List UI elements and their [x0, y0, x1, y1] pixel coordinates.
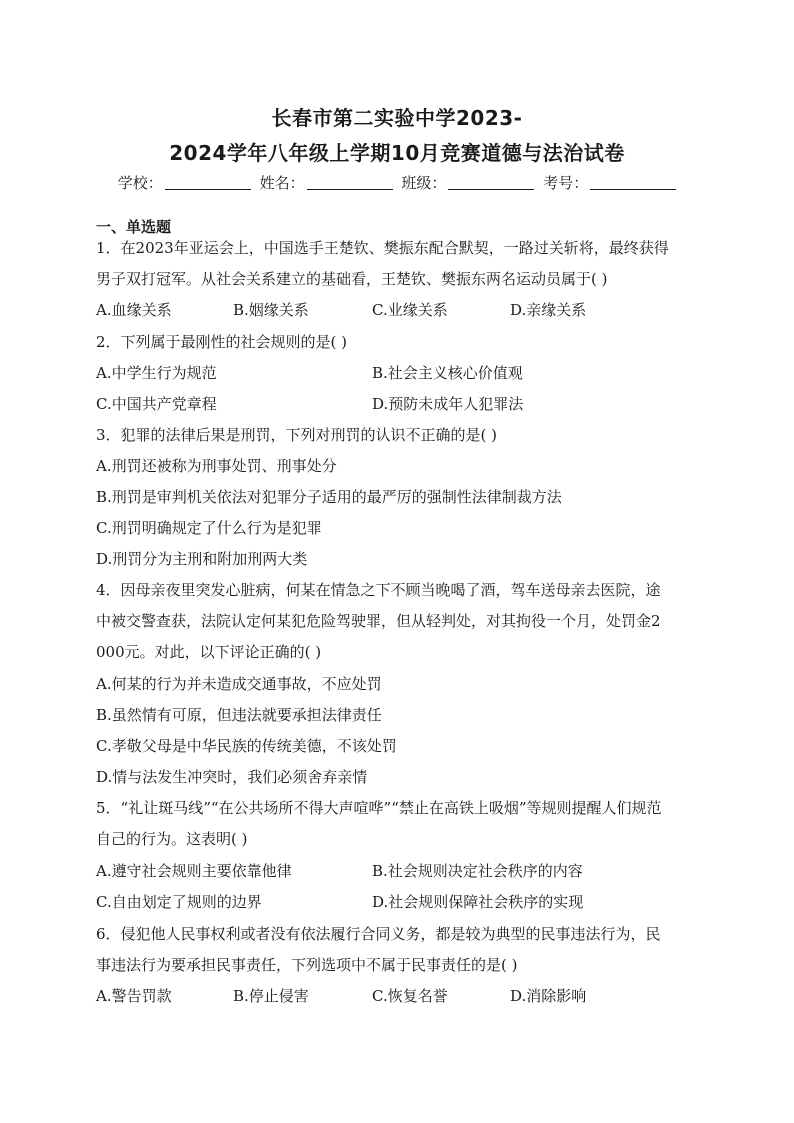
question-5-option-a[interactable]: A.遵守社会规则主要依靠他律	[96, 862, 292, 880]
school-label: 学校：	[117, 174, 163, 192]
question-4-line-3: 000元。对此，以下评论正确的( )	[96, 643, 322, 661]
class-blank[interactable]	[448, 189, 534, 190]
page-title-line-2: 2024学年八年级上学期10月竞赛道德与法治试卷	[169, 141, 625, 165]
name-blank[interactable]	[307, 189, 393, 190]
question-4-option-a[interactable]: A.何某的行为并未造成交通事故，不应处罚	[96, 675, 382, 693]
question-1-option-a[interactable]: A.血缘关系	[96, 301, 172, 319]
question-4-line-1: 4．因母亲夜里突发心脏病，何某在情急之下不顾当晚喝了酒，驾车送母亲去医院，途	[96, 581, 661, 599]
question-1-option-b[interactable]: B.姻缘关系	[233, 301, 309, 319]
school-field	[118, 172, 251, 193]
question-3-option-d[interactable]: D.刑罚分为主刑和附加刑两大类	[96, 550, 308, 568]
question-4-option-d[interactable]: D.情与法发生冲突时，我们必须舍弃亲情	[96, 768, 368, 786]
question-2-option-d[interactable]: D.预防未成年人犯罪法	[372, 395, 524, 413]
question-3-option-a[interactable]: A.刑罚还被称为刑事处罚、刑事处分	[96, 457, 337, 475]
question-1-option-c[interactable]: C.业缘关系	[372, 301, 448, 319]
question-6-line-1: 6．侵犯他人民事权利或者没有依法履行合同义务，都是较为典型的民事违法行为，民	[96, 925, 661, 943]
question-5-line-2: 自己的行为。这表明( )	[96, 830, 248, 848]
name-label: 姓名：	[259, 174, 305, 192]
question-4-option-b[interactable]: B.虽然情有可原，但违法就要承担法律责任	[96, 706, 382, 724]
question-6-option-b[interactable]: B.停止侵害	[233, 987, 309, 1005]
page-title-line-1: 长春市第二实验中学2023-	[271, 106, 523, 130]
question-3-line-1: 3．犯罪的法律后果是刑罚，下列对刑罚的认识不正确的是( )	[96, 426, 498, 444]
question-6-option-d[interactable]: D.消除影响	[510, 987, 587, 1005]
question-6-option-c[interactable]: C.恢复名誉	[372, 987, 448, 1005]
question-2-option-c[interactable]: C.中国共产党章程	[96, 395, 217, 413]
name-field	[260, 172, 393, 193]
section-heading: 一、单选题	[96, 218, 172, 236]
question-1-line-2: 男子双打冠军。从社会关系建立的基础看，王楚钦、樊振东两名运动员属于( )	[96, 270, 608, 288]
class-field	[401, 172, 534, 193]
question-5-option-c[interactable]: C.自由划定了规则的边界	[96, 893, 262, 911]
question-6-line-2: 事违法行为要承担民事责任，下列选项中不属于民事责任的是( )	[96, 956, 518, 974]
question-5-option-d[interactable]: D.社会规则保障社会秩序的实现	[372, 893, 584, 911]
question-4-option-c[interactable]: C.孝敬父母是中华民族的传统美德，不该处罚	[96, 737, 397, 755]
question-1-option-d[interactable]: D.亲缘关系	[510, 301, 587, 319]
exam-number-blank[interactable]	[590, 189, 676, 190]
student-info-row	[0, 172, 794, 193]
question-3-option-c[interactable]: C.刑罚明确规定了什么行为是犯罪	[96, 519, 322, 537]
exam-number-label: 考号：	[543, 174, 589, 192]
question-4-line-2: 中被交警查获，法院认定何某犯危险驾驶罪，但从轻判处，对其拘役一个月，处罚金2	[96, 612, 661, 630]
question-5-line-1: 5．“礼让斑马线”“在公共场所不得大声喧哗”“禁止在高铁上吸烟”等规则提醒人们规范	[96, 799, 662, 817]
class-label: 班级：	[401, 174, 447, 192]
question-2-line-1: 2．下列属于最刚性的社会规则的是( )	[96, 333, 348, 351]
question-3-option-b[interactable]: B.刑罚是审判机关依法对犯罪分子适用的最严厉的强制性法律制裁方法	[96, 488, 562, 506]
question-2-option-b[interactable]: B.社会主义核心价值观	[372, 364, 523, 382]
question-2-option-a[interactable]: A.中学生行为规范	[96, 364, 217, 382]
school-blank[interactable]	[165, 189, 251, 190]
question-5-option-b[interactable]: B.社会规则决定社会秩序的内容	[372, 862, 583, 880]
question-1-line-1: 1．在2023年亚运会上，中国选手王楚钦、樊振东配合默契，一路过关斩将，最终获得	[96, 239, 669, 257]
exam-number-field	[543, 172, 676, 193]
question-6-option-a[interactable]: A.警告罚款	[96, 987, 172, 1005]
